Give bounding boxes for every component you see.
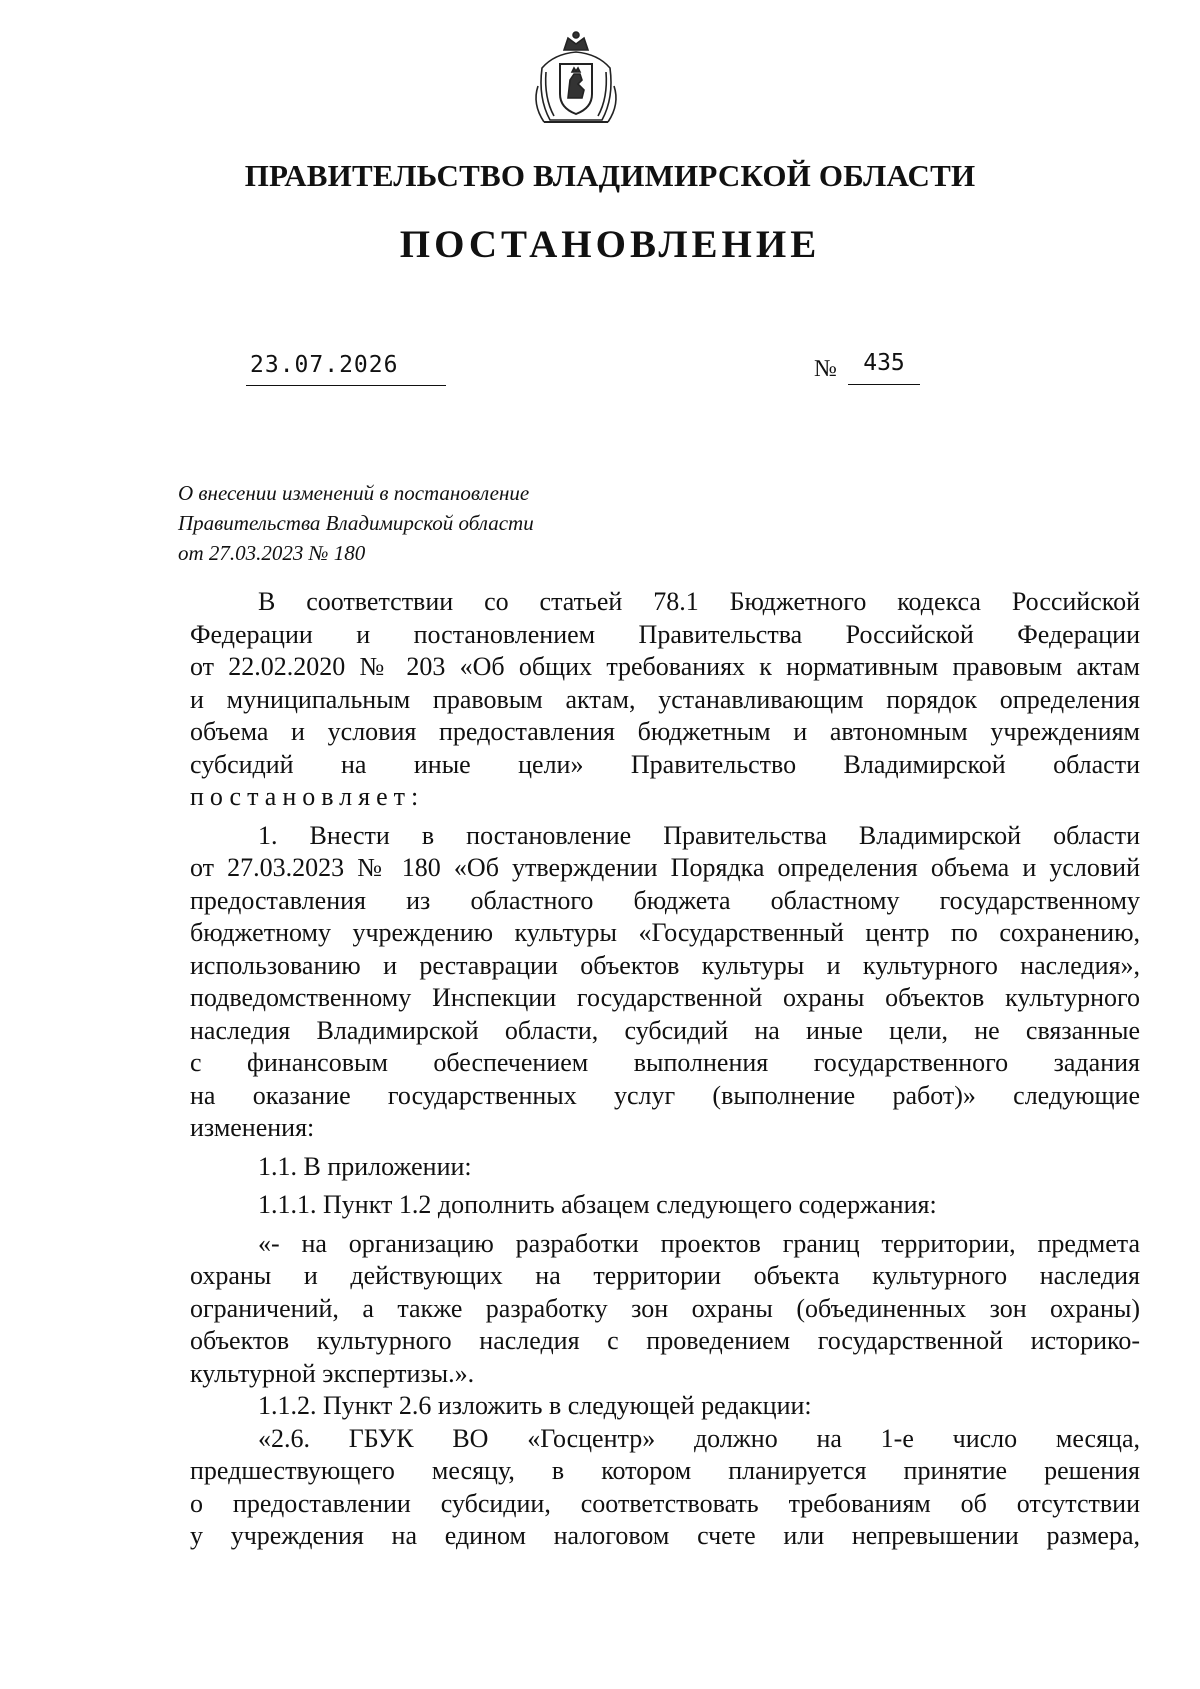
coat-of-arms-icon bbox=[528, 28, 624, 128]
body-line: ограничений, а также разработку зон охраны (объединенных зон охраны) bbox=[190, 1293, 1140, 1323]
body-line: от 27.03.2023 № 180 «Об утверждении Порядка определения объема и условий bbox=[190, 853, 1140, 882]
body-line: «- на организацию разработки проектов границ территории, предмета bbox=[258, 1228, 1140, 1258]
body-line: объема и условия предоставления бюджетным и автономным учреждениям bbox=[190, 717, 1140, 746]
body-line: предшествующего месяцу, в котором планируется принятие решения bbox=[190, 1456, 1140, 1485]
body-line: 1.1.1. Пункт 1.2 дополнить абзацем следующего содержания: bbox=[258, 1190, 937, 1219]
body-line: изменения: bbox=[190, 1113, 315, 1142]
number-sign: № bbox=[814, 356, 837, 382]
body-line: с финансовым обеспечением выполнения государственного задания bbox=[190, 1048, 1140, 1077]
subject-line: О внесении изменений в постановление bbox=[178, 481, 530, 505]
body-line: В соответствии со статьей 78.1 Бюджетного кодекса Российской bbox=[258, 587, 1140, 616]
document-subject bbox=[178, 478, 638, 568]
body-line: «2.6. ГБУК ВО «Госцентр» должно на 1-е число месяца, bbox=[258, 1423, 1140, 1453]
document-type-title: ПОСТАНОВЛЕНИЕ bbox=[399, 223, 821, 266]
body-line: о предоставлении субсидии, соответствовать требованиям об отсутствии bbox=[190, 1488, 1140, 1518]
body-line: 1. Внести в постановление Правительства Владимирской области bbox=[258, 820, 1140, 850]
body-line: подведомственному Инспекции государственной охраны объектов культурного bbox=[190, 983, 1140, 1012]
body-line: предоставления из областного бюджета областному государственному bbox=[190, 885, 1140, 915]
body-line: 1.1.2. Пункт 2.6 изложить в следующей редакции: bbox=[258, 1391, 812, 1420]
body-line: Федерации и постановлением Правительства Российской Федерации bbox=[190, 619, 1140, 649]
body-line: использованию и реставрации объектов культуры и культурного наследия», bbox=[190, 950, 1140, 980]
subject-line: Правительства Владимирской области bbox=[178, 511, 534, 535]
body-line: наследия Владимирской области, субсидий на иные цели, не связанные bbox=[190, 1015, 1140, 1045]
organization-title: ПРАВИТЕЛЬСТВО ВЛАДИМИРСКОЙ ОБЛАСТИ bbox=[244, 158, 976, 193]
body-line: на оказание государственных услуг (выполнение работ)» следующие bbox=[190, 1080, 1140, 1110]
document-body bbox=[190, 586, 1140, 1553]
body-line: субсидий на иные цели» Правительство Владимирской области bbox=[190, 749, 1140, 779]
resolves-word: постановляет: bbox=[190, 782, 425, 811]
body-line: объектов культурного наследия с проведением государственной историко- bbox=[190, 1326, 1140, 1355]
body-line: бюджетному учреждению культуры «Государственный центр по сохранению, bbox=[190, 918, 1140, 947]
body-line: и муниципальным правовым актам, устанавливающим порядок определения bbox=[190, 684, 1140, 714]
subject-line: от 27.03.2023 № 180 bbox=[178, 541, 366, 565]
document-date: 23.07.2026 bbox=[246, 352, 446, 386]
body-line: 1.1. В приложении: bbox=[258, 1151, 472, 1181]
body-line: от 22.02.2020 № 203 «Об общих требованиях к нормативным правовым актам bbox=[190, 652, 1140, 681]
body-line: культурной экспертизы.». bbox=[190, 1358, 475, 1388]
body-line: охраны и действующих на территории объекта культурного наследия bbox=[190, 1261, 1140, 1290]
body-line: у учреждения на едином налоговом счете или непревышении размера, bbox=[190, 1521, 1140, 1550]
document-number: 435 bbox=[848, 350, 920, 385]
